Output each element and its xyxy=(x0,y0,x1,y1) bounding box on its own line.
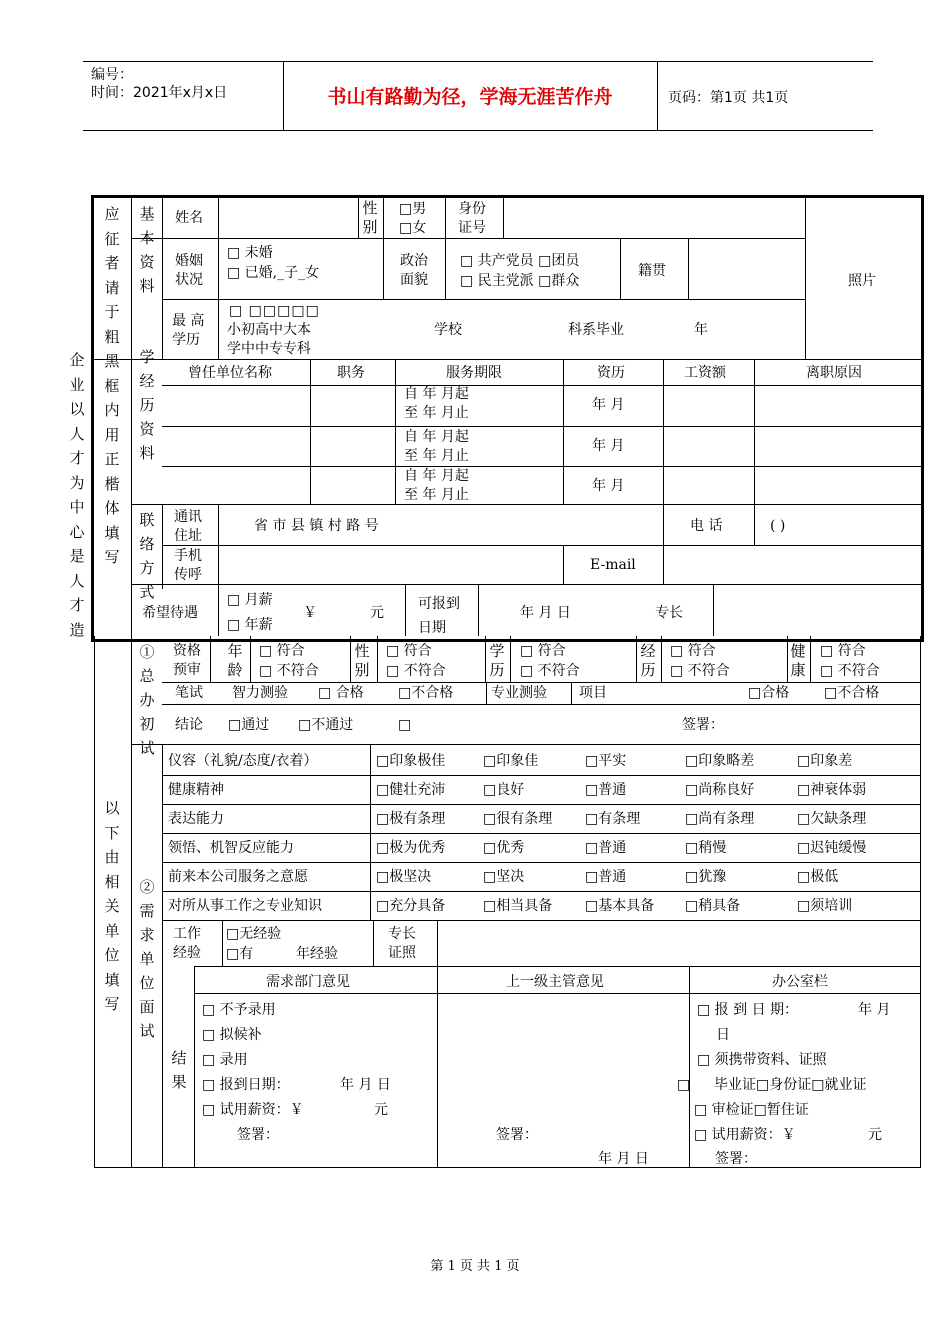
grid-line xyxy=(689,966,690,1167)
office-report-date-checkbox[interactable]: □ 报 到 日 期： xyxy=(697,1002,799,1018)
highest-edu-label: 最 高学历 xyxy=(172,313,205,348)
grid-line xyxy=(162,545,921,546)
header-motto: 书山有路勤为径，学海无涯苦作舟 xyxy=(327,86,613,108)
grid-line xyxy=(194,966,195,1167)
grid-line xyxy=(250,636,251,682)
grid-line xyxy=(478,584,479,636)
office-report-day: 日 xyxy=(716,1027,730,1043)
years-exp-label: 年经验 xyxy=(296,946,338,962)
grid-line xyxy=(162,299,805,300)
interview-option-checkbox[interactable]: □神衰体弱 xyxy=(797,782,867,798)
serial-label: 编号： xyxy=(91,67,133,83)
specialty-label: 专长 xyxy=(655,605,683,621)
interview-option-checkbox[interactable]: □平实 xyxy=(585,753,627,769)
grid-line xyxy=(162,804,921,805)
contact-section-label: 联络方式 xyxy=(139,511,155,601)
report-date-parts: 年 月 日 xyxy=(520,605,571,621)
header-date: 时间：2021年x月x日 xyxy=(91,85,228,101)
interview-criterion-label: 表达能力 xyxy=(168,811,224,827)
edu-meets[interactable]: □ 符合 xyxy=(520,643,566,659)
grid-line xyxy=(510,636,511,682)
gender-male-checkbox[interactable]: □男 xyxy=(399,201,427,217)
docs-list-2[interactable]: □ 审检证□暂住证 xyxy=(694,1102,809,1118)
prof-test-label: 专业测验 xyxy=(491,685,547,701)
grid-line xyxy=(620,238,621,299)
result-label: 结果 xyxy=(171,1049,187,1091)
grid-line xyxy=(405,584,406,636)
grid-line xyxy=(162,682,921,683)
report-date-checkbox[interactable]: □ 报到日期： xyxy=(202,1077,290,1093)
form-border xyxy=(94,636,95,1168)
interview-option-checkbox[interactable]: □有条理 xyxy=(585,811,641,827)
grid-line xyxy=(162,426,921,427)
grid-line xyxy=(485,636,486,682)
grid-line xyxy=(218,238,219,299)
interview-option-checkbox[interactable]: □健壮充沛 xyxy=(376,782,446,798)
monthly-salary-checkbox[interactable]: □ 月薪 xyxy=(227,592,273,608)
grad-year-label: 年 xyxy=(694,322,708,338)
header-divider xyxy=(657,62,658,130)
grid-line xyxy=(805,198,806,359)
interview-option-checkbox[interactable]: □印象极佳 xyxy=(376,753,446,769)
native-label: 籍贯 xyxy=(638,263,666,279)
edu-level-checkboxes[interactable]: □ □□□□□ xyxy=(229,303,320,319)
superior-sign: 签署： xyxy=(496,1127,538,1143)
interview-criterion-label: 对所从事工作之专业知识 xyxy=(168,898,322,914)
grid-line xyxy=(663,359,664,504)
gender-label: 性别 xyxy=(362,199,378,236)
edu-levels-line2: 学中中专专科 xyxy=(227,341,311,357)
seniority-value: 年 月 xyxy=(592,438,625,454)
exp-meets[interactable]: □ 符合 xyxy=(670,643,716,659)
marital-married-checkbox[interactable]: □ 已婚,_子_女 xyxy=(227,265,320,281)
grid-line xyxy=(787,636,788,682)
interview-option-checkbox[interactable]: □印象佳 xyxy=(483,753,539,769)
grid-line xyxy=(503,198,504,238)
grid-line xyxy=(661,636,662,682)
political-label: 政治面貌 xyxy=(400,253,428,288)
work-col-position: 职务 xyxy=(337,365,365,381)
period-to: 至 年 月止 xyxy=(404,448,469,464)
superior-date: 年 月 日 xyxy=(598,1151,649,1167)
interview-criterion-label: 健康精神 xyxy=(168,782,224,798)
gender-female-checkbox[interactable]: □女 xyxy=(399,220,427,236)
grid-line xyxy=(810,636,811,682)
qual-label: 资格预审 xyxy=(173,643,201,678)
grid-line xyxy=(310,359,311,504)
health-label: 健康 xyxy=(790,642,806,679)
grid-line xyxy=(162,920,921,921)
interview-option-checkbox[interactable]: □极为优秀 xyxy=(376,840,446,856)
seniority-value: 年 月 xyxy=(592,397,625,413)
grid-line xyxy=(636,636,637,682)
grid-line xyxy=(445,198,446,299)
grid-line xyxy=(383,198,384,299)
conclusion-fail[interactable]: □不通过 xyxy=(298,717,354,733)
grid-line xyxy=(563,359,564,504)
left-outer-caption: 企业以人才为中心是人才造 xyxy=(69,351,85,639)
iq-fail[interactable]: □不合格 xyxy=(398,685,454,701)
page-footer: 第 1 页 共 1 页 xyxy=(430,1259,520,1274)
yearly-salary-checkbox[interactable]: □ 年薪 xyxy=(227,617,273,633)
interview-option-checkbox[interactable]: □极坚决 xyxy=(376,869,432,885)
grid-line xyxy=(94,359,921,360)
header-page-info: 页码：第1页 共1页 xyxy=(668,90,789,106)
age-not-meets[interactable]: □ 不符合 xyxy=(259,663,319,679)
grid-line xyxy=(663,504,664,584)
interview-option-checkbox[interactable]: □普通 xyxy=(585,869,627,885)
grid-line xyxy=(194,993,921,994)
written-label: 笔试 xyxy=(175,685,203,701)
basic-section-label: 基本资料 xyxy=(139,205,155,295)
initial-section-label: ①总办初试 xyxy=(139,643,155,757)
office-trial-yuan: 元 xyxy=(868,1127,882,1143)
grid-line xyxy=(754,359,755,504)
health-not-meets[interactable]: □ 不符合 xyxy=(820,663,880,679)
phone-label: 电 话 xyxy=(690,518,723,534)
form-border xyxy=(94,1167,921,1168)
sex-label: 性别 xyxy=(354,642,370,679)
period-from: 自 年 月起 xyxy=(404,429,469,445)
period-from: 自 年 月起 xyxy=(404,468,469,484)
health-meets[interactable]: □ 符合 xyxy=(820,643,866,659)
office-header: 办公室栏 xyxy=(772,974,828,990)
exp-label: 经历 xyxy=(640,642,656,679)
interview-option-checkbox[interactable]: □很有条理 xyxy=(483,811,553,827)
interview-option-checkbox[interactable]: □坚决 xyxy=(483,869,525,885)
yen-sign: ￥ xyxy=(303,605,317,621)
grid-line xyxy=(131,744,921,745)
interview-option-checkbox[interactable]: □相当具备 xyxy=(483,898,553,914)
office-sign: 签署： xyxy=(715,1151,757,1167)
conclusion-label: 结论 xyxy=(175,717,203,733)
no-exp-checkbox[interactable]: □无经验 xyxy=(226,926,282,942)
grid-line xyxy=(162,466,921,467)
grid-line xyxy=(486,682,487,704)
work-exp-label: 工作经验 xyxy=(173,926,201,961)
interview-option-checkbox[interactable]: □优秀 xyxy=(483,840,525,856)
office-report-ym: 年 月 xyxy=(858,1002,891,1018)
grid-line xyxy=(218,504,219,584)
interview-option-checkbox[interactable]: □极有条理 xyxy=(376,811,446,827)
period-to: 至 年 月止 xyxy=(404,487,469,503)
mobile-label: 手机传呼 xyxy=(174,548,202,583)
work-col-reason: 离职原因 xyxy=(806,365,862,381)
iq-pass[interactable]: □ 合格 xyxy=(318,685,364,701)
grid-line xyxy=(395,359,396,504)
grid-line xyxy=(162,744,163,1167)
superior-checkbox[interactable]: □ xyxy=(677,1077,691,1093)
grid-line xyxy=(162,704,921,705)
address-label: 通讯住址 xyxy=(174,509,202,544)
edu-levels-line1: 小初高中大本 xyxy=(227,322,311,338)
hire-checkbox[interactable]: □ 录用 xyxy=(202,1052,248,1068)
grid-line xyxy=(218,299,219,359)
grid-line xyxy=(162,862,921,863)
iq-test-label: 智力测验 xyxy=(232,685,288,701)
interview-option-checkbox[interactable]: □基本具备 xyxy=(585,898,655,914)
has-exp-checkbox[interactable]: □有 xyxy=(226,946,254,962)
grid-line xyxy=(377,636,378,682)
grid-line xyxy=(350,636,351,682)
grid-line xyxy=(222,920,223,966)
grid-line xyxy=(571,682,572,704)
grid-line xyxy=(131,238,805,239)
work-col-company: 曾任单位名称 xyxy=(188,365,272,381)
age-label: 年龄 xyxy=(227,642,243,679)
interview-option-checkbox[interactable]: □稍慢 xyxy=(685,840,727,856)
interview-option-checkbox[interactable]: □印象差 xyxy=(797,753,853,769)
initial-sign: 签署： xyxy=(682,717,724,733)
grid-line xyxy=(210,636,211,682)
prof-item-label: 项目 xyxy=(579,685,607,701)
interview-option-checkbox[interactable]: □须培训 xyxy=(797,898,853,914)
candidate-checkbox[interactable]: □ 拟候补 xyxy=(202,1027,262,1043)
edu-not-meets[interactable]: □ 不符合 xyxy=(520,663,580,679)
interview-option-checkbox[interactable]: □极低 xyxy=(797,869,839,885)
dept-note: 以下由相关单位填写 xyxy=(104,799,120,1013)
grid-line xyxy=(437,966,438,1167)
office-trial-salary-checkbox[interactable]: □ 试用薪资：￥ xyxy=(694,1127,796,1143)
work-col-seniority: 资历 xyxy=(597,365,625,381)
education-section-label: 学经历资料 xyxy=(139,348,155,462)
grid-line xyxy=(218,198,219,238)
marital-label: 婚姻状况 xyxy=(175,253,203,288)
prof-fail[interactable]: □不合格 xyxy=(824,685,880,701)
report-date-label: 可报到日期 xyxy=(418,596,460,636)
id-card-label: 身份证号 xyxy=(458,201,486,236)
grid-line xyxy=(162,775,921,776)
grid-line xyxy=(131,504,921,505)
email-label: E-mail xyxy=(590,557,636,573)
interview-option-checkbox[interactable]: □充分具备 xyxy=(376,898,446,914)
grid-line xyxy=(194,966,921,967)
dept-trial-yuan: 元 xyxy=(374,1102,388,1118)
period-to: 至 年 月止 xyxy=(404,405,469,421)
interview-option-checkbox[interactable]: □印象略差 xyxy=(685,753,755,769)
interview-option-checkbox[interactable]: □犹豫 xyxy=(685,869,727,885)
yuan-label: 元 xyxy=(370,605,384,621)
seniority-value: 年 月 xyxy=(592,478,625,494)
interview-criterion-label: 仪容（礼貌/态度/衣着） xyxy=(168,753,318,769)
interview-option-checkbox[interactable]: □良好 xyxy=(483,782,525,798)
grid-line xyxy=(162,891,921,892)
trial-salary-checkbox[interactable]: □ 试用薪资：￥ xyxy=(202,1102,304,1118)
header-left xyxy=(91,66,227,102)
name-label: 姓名 xyxy=(175,210,203,226)
phone-area-code: ( ) xyxy=(770,518,786,534)
political-opt1[interactable]: □ 共产党员 □团员 xyxy=(460,253,580,269)
page-header xyxy=(83,61,873,131)
grid-line xyxy=(688,238,689,299)
grid-line xyxy=(162,385,921,386)
sex-not-meets[interactable]: □ 不符合 xyxy=(386,663,446,679)
interview-criterion-label: 前来本公司服务之意愿 xyxy=(168,869,308,885)
grid-line xyxy=(713,584,714,636)
grid-line xyxy=(563,545,564,584)
interview-section-label: ②需求单位面试 xyxy=(139,878,155,1040)
interview-option-checkbox[interactable]: □普通 xyxy=(585,782,627,798)
dept-report-date: 年 月 日 xyxy=(340,1077,391,1093)
dept-opinion-header: 需求部门意见 xyxy=(266,974,350,990)
grid-line xyxy=(131,584,921,585)
sex-meets[interactable]: □ 符合 xyxy=(386,643,432,659)
interview-option-checkbox[interactable]: □尚称良好 xyxy=(685,782,755,798)
exp-not-meets[interactable]: □ 不符合 xyxy=(670,663,730,679)
work-col-period: 服务期限 xyxy=(446,365,502,381)
conclusion-pass[interactable]: □通过 xyxy=(228,717,270,733)
marital-single-checkbox[interactable]: □ 未婚 xyxy=(227,245,273,261)
dept-grad-label: 科系毕业 xyxy=(568,322,624,338)
applicant-note: 应征者请于粗黑框内用正楷体填写 xyxy=(104,205,120,566)
edu-label: 学历 xyxy=(489,642,505,679)
dept-sign: 签署： xyxy=(237,1127,279,1143)
interview-criterion-label: 领悟、机智反应能力 xyxy=(168,840,294,856)
school-label: 学校 xyxy=(434,322,462,338)
grid-line xyxy=(437,920,438,966)
age-meets[interactable]: □ 符合 xyxy=(259,643,305,659)
grid-line xyxy=(370,744,371,920)
grid-line xyxy=(358,198,359,238)
work-col-salary: 工资额 xyxy=(684,365,726,381)
form-border xyxy=(920,636,921,1168)
grid-line xyxy=(218,584,219,636)
political-opt2[interactable]: □ 民主党派 □群众 xyxy=(460,273,580,289)
interview-option-checkbox[interactable]: □尚有条理 xyxy=(685,811,755,827)
salary-label: 希望待遇 xyxy=(142,605,198,621)
grid-line xyxy=(754,504,755,545)
address-parts: 省 市 县 镇 村 路 号 xyxy=(254,518,379,534)
conclusion-other[interactable]: □ xyxy=(398,717,412,733)
superior-opinion-header: 上一级主管意见 xyxy=(506,974,604,990)
prof-pass[interactable]: □合格 xyxy=(748,685,790,701)
grid-line xyxy=(162,833,921,834)
period-from: 自 年 月起 xyxy=(404,386,469,402)
not-hire-checkbox[interactable]: □ 不予录用 xyxy=(202,1002,276,1018)
interview-option-checkbox[interactable]: □普通 xyxy=(585,840,627,856)
photo-label: 照片 xyxy=(848,273,876,289)
interview-option-checkbox[interactable]: □稍具备 xyxy=(685,898,741,914)
interview-option-checkbox[interactable]: □迟钝缓慢 xyxy=(797,840,867,856)
spec-cert-label: 专长证照 xyxy=(388,926,416,961)
interview-option-checkbox[interactable]: □欠缺条理 xyxy=(797,811,867,827)
grid-line xyxy=(373,920,374,966)
docs-list-1[interactable]: 毕业证□身份证□就业证 xyxy=(714,1077,867,1093)
bring-docs-checkbox[interactable]: □ 须携带资料、证照 xyxy=(697,1052,827,1068)
